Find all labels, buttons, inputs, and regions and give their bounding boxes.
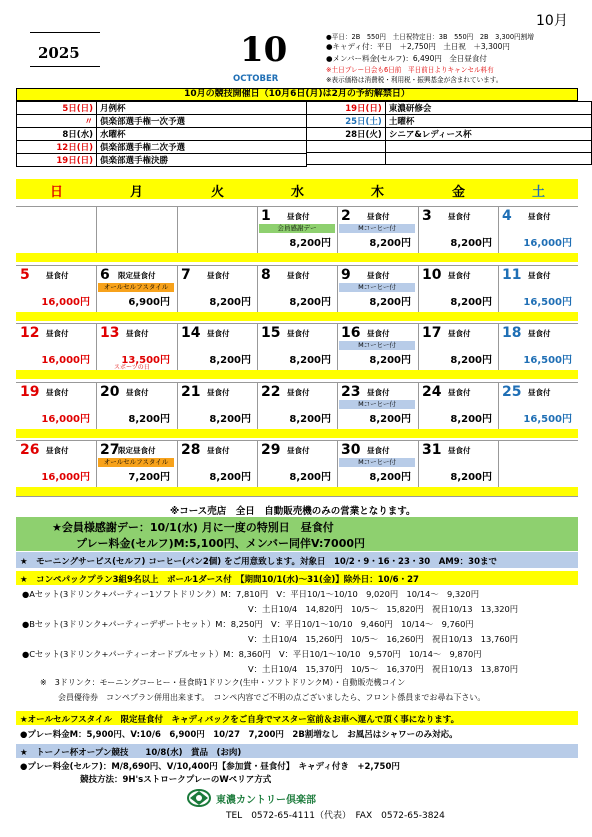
competition-row xyxy=(17,102,307,115)
day-price: 7,200円 xyxy=(128,472,170,483)
day-number: 20 xyxy=(100,384,120,400)
day-number: 9 xyxy=(341,267,351,283)
competition-row xyxy=(17,128,307,141)
day-price: 8,200円 xyxy=(289,414,331,425)
day-price: 8,200円 xyxy=(450,238,492,249)
day-cell[interactable] xyxy=(177,442,257,488)
day-cell[interactable] xyxy=(16,325,96,371)
competition-event xyxy=(385,153,591,165)
day-number: 21 xyxy=(181,384,201,400)
tono-line-2: 競技方法：9H'sストロークプレーのWペリア方式 xyxy=(80,775,272,785)
day-number: 29 xyxy=(261,442,281,458)
weekday-label: 火 xyxy=(211,185,225,200)
lunch-label: 限定昼食付 xyxy=(118,271,156,280)
competition-event: 倶楽部選手権決勝 xyxy=(97,154,307,167)
appreciation-line-1: ★会員様感謝デー：10/1(水) 月に一度の特別日 昼食付 xyxy=(52,521,334,534)
year-top-rule xyxy=(30,32,100,33)
lunch-label: 昼食付 xyxy=(367,446,390,455)
lunch-label: 昼食付 xyxy=(287,446,310,455)
day-tag: 会員感謝デー xyxy=(259,224,335,233)
day-number: 19 xyxy=(20,384,40,400)
day-number: 12 xyxy=(20,325,40,341)
lunch-label: 昼食付 xyxy=(367,329,390,338)
competition-row xyxy=(17,154,307,167)
competition-right-table xyxy=(306,101,592,165)
weekday-label: 水 xyxy=(291,185,305,200)
lunch-label: 昼食付 xyxy=(367,271,390,280)
day-number: 6 xyxy=(100,267,110,283)
day-cell[interactable] xyxy=(16,442,96,488)
competition-title: 10月の競技開催日（10月6日(月)は2月の予約解禁日） xyxy=(16,88,578,101)
combo-line: ●Cセット(3ドリンク+パーティーオードブルセット）M：8,360円 V：平日10/1～10/10 9,570円 10/14～ 9,870円 xyxy=(22,649,482,659)
day-price: 8,200円 xyxy=(369,238,411,249)
lunch-label: 限定昼食付 xyxy=(118,446,156,455)
day-price: 8,200円 xyxy=(450,472,492,483)
day-price: 16,500円 xyxy=(523,297,572,308)
day-cell[interactable] xyxy=(96,267,176,313)
day-price: 16,000円 xyxy=(41,297,90,308)
day-number: 25 xyxy=(502,384,522,400)
lunch-label: 昼食付 xyxy=(287,329,310,338)
day-cell[interactable] xyxy=(498,325,578,371)
combo-line: 会員優待券 コンペプラン併用出来ます。 コンペ内容でご不明の点ございましたら、フロント係員までお尋ね下さい。 xyxy=(58,693,486,702)
day-price: 16,000円 xyxy=(41,414,90,425)
day-number: 7 xyxy=(181,267,191,283)
weekday-label: 木 xyxy=(371,185,385,200)
appreciation-box xyxy=(16,517,578,551)
day-number: 5 xyxy=(20,267,30,283)
day-price: 6,900円 xyxy=(128,297,170,308)
day-number: 23 xyxy=(341,384,361,400)
day-cell[interactable] xyxy=(337,267,417,313)
weekday-label: 日 xyxy=(50,185,64,200)
lunch-label: 昼食付 xyxy=(287,388,310,397)
morning-service-text: ★ モーニングサービス(セルフ) コーヒー(パン2個) をご用意致します。対象日 10/2・9・16・23・30 AM9：30まで xyxy=(20,557,497,567)
day-cell[interactable] xyxy=(177,267,257,313)
tono-bar xyxy=(16,744,578,758)
lunch-label: 昼食付 xyxy=(46,388,69,397)
day-number: 4 xyxy=(502,208,512,224)
day-price: 13,500円 xyxy=(121,355,170,366)
day-number: 18 xyxy=(502,325,522,341)
allself-head: ★オールセルフスタイル 限定昼食付 キャディバックをご自身でマスター室前＆お車へ運んで頂く事になります。 xyxy=(20,715,460,725)
day-number: 17 xyxy=(422,325,442,341)
competition-date xyxy=(307,141,386,153)
tono-head: ★ トーノー杯オープン競技 10/8(水) 賞品 (お肉) xyxy=(20,748,242,758)
lunch-label: 昼食付 xyxy=(46,446,69,455)
lunch-label: 昼食付 xyxy=(528,329,551,338)
year: 2025 xyxy=(38,44,80,62)
competition-event: 土曜杯 xyxy=(385,115,591,128)
tax-note: ※表示価格は消費税・利用税・振興基金が含まれています。 xyxy=(326,76,503,84)
day-cell[interactable] xyxy=(337,208,417,254)
day-price: 8,200円 xyxy=(209,414,251,425)
lunch-label: 昼食付 xyxy=(448,329,471,338)
day-tag: Mコーヒー付 xyxy=(339,458,415,467)
day-tag: Mコーヒー付 xyxy=(339,283,415,292)
day-cell[interactable] xyxy=(418,442,498,488)
day-number: 28 xyxy=(181,442,201,458)
lunch-label: 昼食付 xyxy=(448,388,471,397)
day-price: 16,000円 xyxy=(41,355,90,366)
competition-date: 8日(水) xyxy=(17,128,97,141)
lunch-label: 昼食付 xyxy=(448,271,471,280)
day-price: 8,200円 xyxy=(369,355,411,366)
week-bar xyxy=(16,429,578,438)
day-price: 8,200円 xyxy=(289,238,331,249)
week-bar xyxy=(16,487,578,496)
week-divider xyxy=(16,323,578,324)
competition-date: 〃 xyxy=(17,115,97,128)
competition-row xyxy=(307,128,592,141)
day-divider xyxy=(177,206,178,253)
day-cell[interactable] xyxy=(257,325,337,371)
day-divider xyxy=(96,206,97,253)
month-label: 10月 xyxy=(536,13,568,29)
lunch-label: 昼食付 xyxy=(207,271,230,280)
competition-event: 倶楽部選手権二次予選 xyxy=(97,141,307,154)
weekday-label: 月 xyxy=(130,185,144,200)
day-price: 8,200円 xyxy=(450,297,492,308)
week-bar xyxy=(16,253,578,262)
price-note-1: ●平日：2B 550円 土日祝特定日：3B 550円 2B 3,300円割増 xyxy=(326,33,534,41)
lunch-label: 昼食付 xyxy=(367,212,390,221)
day-cell[interactable] xyxy=(257,442,337,488)
day-cell[interactable] xyxy=(257,384,337,430)
day-price: 8,200円 xyxy=(289,472,331,483)
day-tag: Mコーヒー付 xyxy=(339,224,415,233)
lunch-label: 昼食付 xyxy=(46,329,69,338)
day-number: 27 xyxy=(100,442,120,458)
combo-line: ●Bセット(3ドリンク+パーティーデザートセット）M：8,250円 V：平日10/1～10/10 9,460円 10/14～ 9,760円 xyxy=(22,619,474,629)
lunch-label: 昼食付 xyxy=(126,329,149,338)
combo-line: V：土日10/4 15,260円 10/5～ 16,260円 祝日10/13 13,760円 xyxy=(248,634,519,644)
combo-line: ●Aセット(3ドリンク+パーティー1ソフトドリンク）M：7,810円 V：平日10/1～10/10 9,020円 10/14～ 9,320円 xyxy=(22,589,480,599)
day-cell[interactable] xyxy=(337,325,417,371)
club-logo-icon xyxy=(186,787,212,809)
day-number: 16 xyxy=(341,325,361,341)
lunch-label: 昼食付 xyxy=(207,446,230,455)
day-number: 3 xyxy=(422,208,432,224)
day-price: 8,200円 xyxy=(209,297,251,308)
day-number: 30 xyxy=(341,442,361,458)
day-price: 8,200円 xyxy=(209,355,251,366)
competition-date: 5日(日) xyxy=(17,102,97,115)
day-cell[interactable] xyxy=(96,384,176,430)
day-cell[interactable] xyxy=(257,208,337,254)
day-cell[interactable] xyxy=(337,384,417,430)
calendar-bottom-rule xyxy=(16,496,578,497)
competition-left-table xyxy=(16,101,307,167)
week-divider xyxy=(16,265,578,266)
holiday-note: スポーツの日 xyxy=(114,364,150,371)
week-divider xyxy=(16,206,578,207)
allself-bar xyxy=(16,711,578,725)
lunch-label: 昼食付 xyxy=(448,446,471,455)
day-price: 8,200円 xyxy=(450,355,492,366)
week-bar xyxy=(16,370,578,379)
day-price: 8,200円 xyxy=(369,297,411,308)
competition-row xyxy=(307,102,592,115)
day-price: 8,200円 xyxy=(369,414,411,425)
day-number: 11 xyxy=(502,267,522,283)
day-number: 22 xyxy=(261,384,281,400)
day-cell[interactable] xyxy=(96,442,176,488)
competition-date: 28日(火) xyxy=(307,128,386,141)
competition-date: 25日(土) xyxy=(307,115,386,128)
day-cell[interactable] xyxy=(498,208,578,254)
lunch-label: 昼食付 xyxy=(126,388,149,397)
competition-event: 倶楽部選手権一次予選 xyxy=(97,115,307,128)
day-tag: オールセルフスタイル xyxy=(98,458,174,467)
weekday-header xyxy=(16,179,578,199)
competition-row xyxy=(17,141,307,154)
price-note-2: ●キャディ付：平日 ＋2,750円 土日祝 ＋3,300円 xyxy=(326,42,510,51)
day-price: 8,200円 xyxy=(450,414,492,425)
day-price: 8,200円 xyxy=(209,472,251,483)
day-cell[interactable] xyxy=(337,442,417,488)
lunch-label: 昼食付 xyxy=(367,388,390,397)
lunch-label: 昼食付 xyxy=(528,271,551,280)
competition-row xyxy=(17,115,307,128)
week-bar xyxy=(16,312,578,321)
lunch-label: 昼食付 xyxy=(448,212,471,221)
club-name: 東濃カントリー倶楽部 xyxy=(216,795,316,806)
day-cell[interactable] xyxy=(418,208,498,254)
competition-row xyxy=(307,141,592,153)
day-number: 15 xyxy=(261,325,281,341)
day-cell[interactable] xyxy=(257,267,337,313)
week-divider xyxy=(16,440,578,441)
combo-line: ※ 3ドリンク：モーニングコーヒー・昼食時1ドリンク(生中・ソフトドリンクM）・自動販売機コイン xyxy=(40,678,406,687)
day-number: 2 xyxy=(341,208,351,224)
shop-note: ※コース売店 全日 自動販売機のみの営業となります。 xyxy=(170,506,416,517)
month-name: OCTOBER xyxy=(233,74,279,84)
appreciation-line-2: プレー料金(セルフ)M:5,100円、メンバー同伴V:7000円 xyxy=(76,537,366,550)
day-price: 8,200円 xyxy=(128,414,170,425)
lunch-label: 昼食付 xyxy=(528,212,551,221)
day-tag: Mコーヒー付 xyxy=(339,400,415,409)
year-bottom-rule xyxy=(30,66,100,67)
club-contact: TEL 0572-65-4111（代表） FAX 0572-65-3824 xyxy=(226,811,445,821)
lunch-label: 昼食付 xyxy=(287,271,310,280)
day-number: 8 xyxy=(261,267,271,283)
allself-line: ●プレー料金M：5,900円、V:10/6 6,900円 10/27 7,200円 2B割増なし お風呂はシャワーのみ対応。 xyxy=(20,730,458,740)
cancel-warning: ※土日プレー日会も6日前 平日前日よりキャンセル料有 xyxy=(326,66,494,74)
day-price: 8,200円 xyxy=(369,472,411,483)
competition-row xyxy=(307,115,592,128)
lunch-label: 昼食付 xyxy=(207,329,230,338)
day-number: 31 xyxy=(422,442,442,458)
day-cell[interactable] xyxy=(498,384,578,430)
day-price: 8,200円 xyxy=(289,297,331,308)
price-note-3: ●メンバー料金(セルフ)：6,490円 全日昼食付 xyxy=(326,54,487,63)
day-cell[interactable] xyxy=(16,384,96,430)
weekday-label: 金 xyxy=(452,185,466,200)
competition-event: 東濃研修会 xyxy=(385,102,591,115)
day-price: 8,200円 xyxy=(289,355,331,366)
tono-line-1: ●プレー料金(セルフ)：M/8,690円、V/10,400円【参加賞・昼食付】 キャディ付き +2,750円 xyxy=(20,762,400,772)
day-divider xyxy=(498,440,499,487)
day-cell[interactable] xyxy=(418,267,498,313)
day-tag: Mコーヒー付 xyxy=(339,341,415,350)
day-price: 16,500円 xyxy=(523,355,572,366)
competition-event: 月例杯 xyxy=(97,102,307,115)
competition-event: シニア&レディース杯 xyxy=(385,128,591,141)
month-number: 10 xyxy=(240,30,288,70)
competition-row xyxy=(307,153,592,165)
day-tag: オールセルフスタイル xyxy=(98,283,174,292)
weekday-label: 土 xyxy=(532,185,546,200)
day-cell[interactable] xyxy=(16,267,96,313)
competition-event: 水曜杯 xyxy=(97,128,307,141)
competition-date xyxy=(307,153,386,165)
combo-line: V：土日10/4 14,820円 10/5～ 15,820円 祝日10/13 13,320円 xyxy=(248,604,519,614)
combo-plan-head: ★ コンペパックプラン3組9名以上 ボール1ダース付 【期間10/1(水)～31(金)】除外日：10/6・27 xyxy=(20,575,419,585)
day-cell[interactable] xyxy=(177,384,257,430)
day-price: 16,000円 xyxy=(523,238,572,249)
day-price: 16,000円 xyxy=(41,472,90,483)
day-number: 14 xyxy=(181,325,201,341)
lunch-label: 昼食付 xyxy=(528,388,551,397)
lunch-label: 昼食付 xyxy=(287,212,310,221)
day-cell[interactable] xyxy=(418,384,498,430)
day-cell[interactable] xyxy=(418,325,498,371)
day-number: 1 xyxy=(261,208,271,224)
day-number: 24 xyxy=(422,384,442,400)
combo-plan-bar xyxy=(16,571,578,585)
lunch-label: 昼食付 xyxy=(207,388,230,397)
week-divider xyxy=(16,382,578,383)
combo-line: V：土日10/4 15,370円 10/5～ 16,370円 祝日10/13 13,870円 xyxy=(248,664,519,674)
day-cell[interactable] xyxy=(177,325,257,371)
competition-date: 19日(日) xyxy=(307,102,386,115)
morning-service-bar xyxy=(16,552,578,568)
lunch-label: 昼食付 xyxy=(46,271,69,280)
day-cell[interactable] xyxy=(498,267,578,313)
day-cell[interactable] xyxy=(96,325,176,371)
day-number: 10 xyxy=(422,267,442,283)
competition-date: 12日(日) xyxy=(17,141,97,154)
competition-date: 19日(日) xyxy=(17,154,97,167)
day-number: 13 xyxy=(100,325,120,341)
competition-event xyxy=(385,141,591,153)
day-price: 16,500円 xyxy=(523,414,572,425)
day-number: 26 xyxy=(20,442,40,458)
